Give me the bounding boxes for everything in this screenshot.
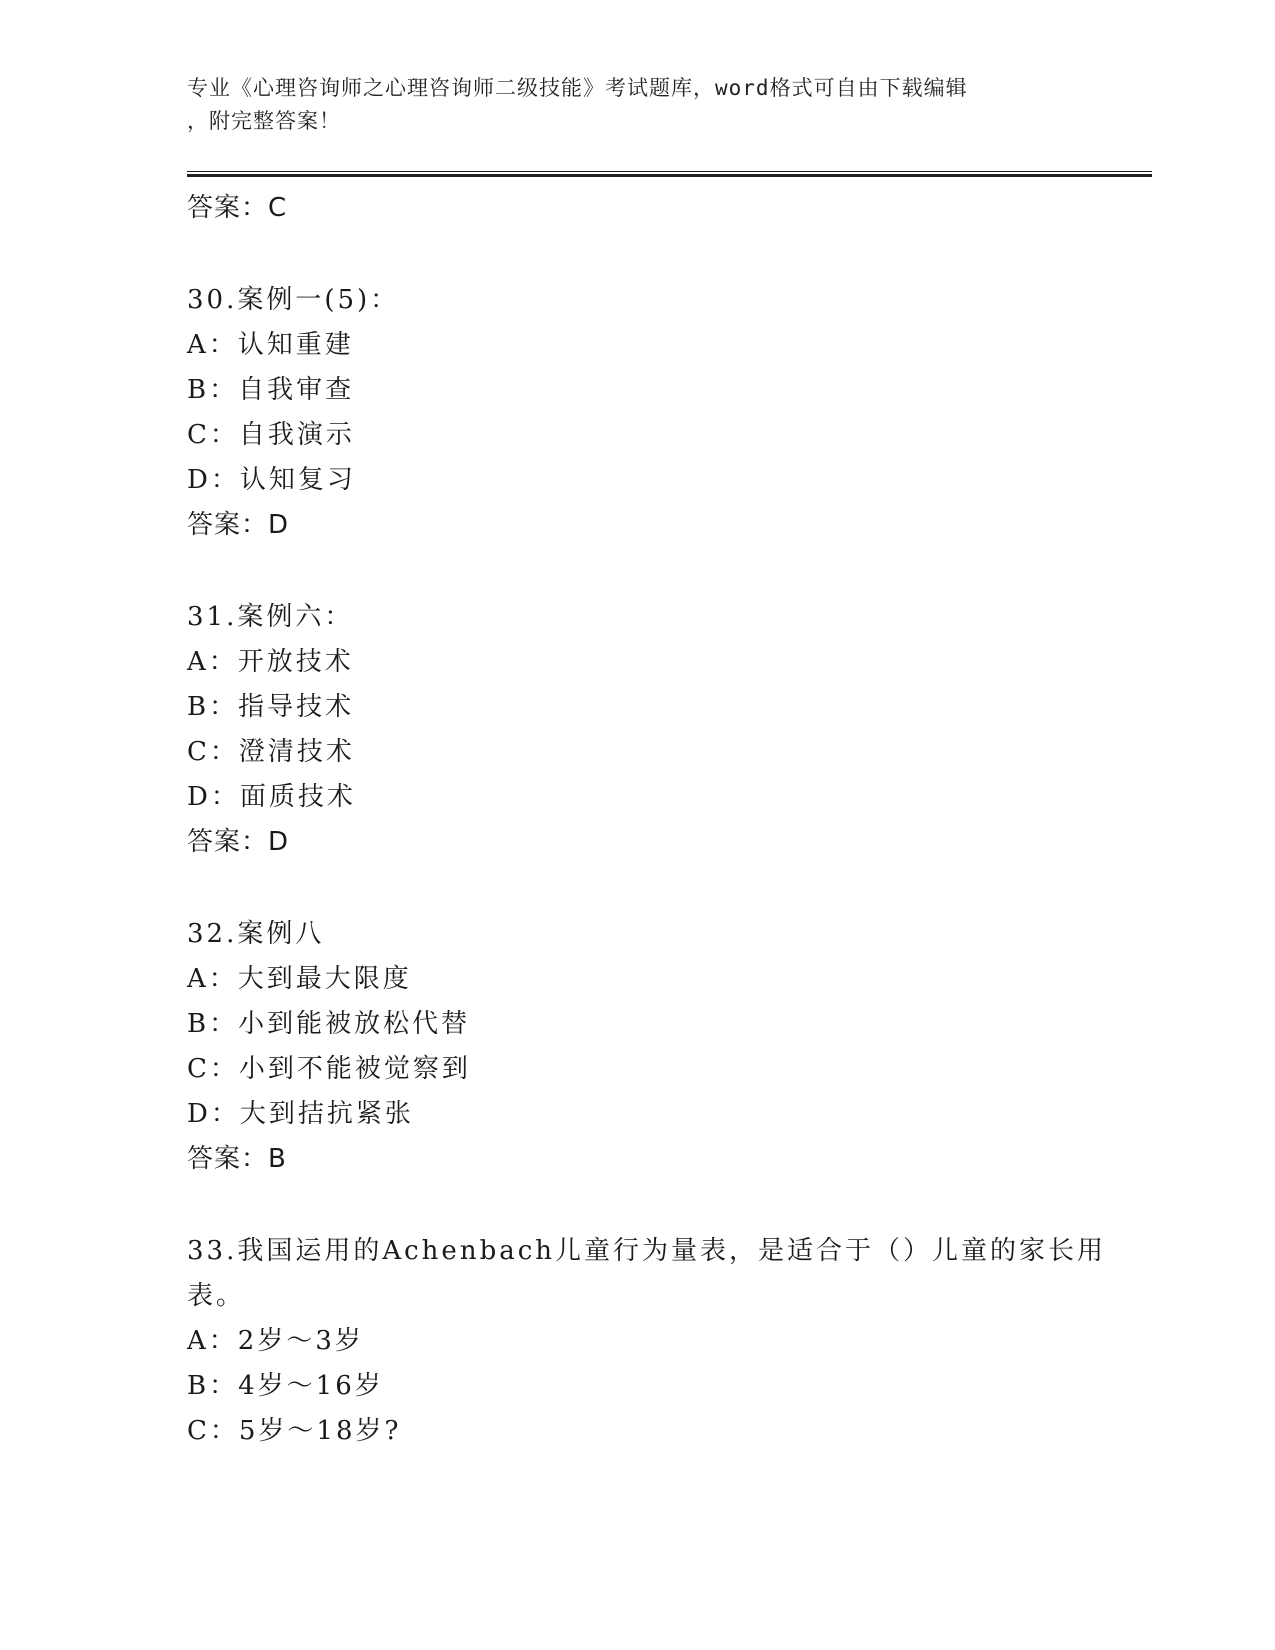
option-b: B：指导技术	[187, 692, 355, 722]
question-text: 32.案例八	[187, 919, 325, 949]
answer-line: 答案：B	[187, 1144, 287, 1174]
header-divider-thin	[187, 171, 1152, 172]
option-b: B：自我审查	[187, 375, 355, 405]
option-b: B：4岁～16岁	[187, 1371, 384, 1401]
spacer	[187, 548, 1087, 595]
option-c: C：5岁～18岁?	[187, 1416, 402, 1446]
header-divider-thick	[187, 174, 1152, 177]
option-a: A：2岁～3岁	[187, 1326, 364, 1356]
option-c: C：小到不能被觉察到	[187, 1054, 471, 1084]
answer-line: 答案：D	[187, 827, 290, 857]
question-text: 31.案例六：	[187, 602, 354, 632]
spacer	[187, 865, 1087, 912]
spacer	[187, 1182, 1087, 1229]
option-a: A：开放技术	[187, 647, 354, 677]
option-a: A：大到最大限度	[187, 964, 412, 994]
option-c: C：自我演示	[187, 420, 355, 450]
option-c: C：澄清技术	[187, 737, 355, 767]
header-title-line-1: 专业《心理咨询师之心理咨询师二级技能》考试题库，word格式可自由下载编辑	[187, 76, 968, 100]
header-title-line-2: ，附完整答案！	[187, 109, 341, 133]
answer-line: 答案：C	[187, 193, 288, 223]
option-d: D：大到拮抗紧张	[187, 1099, 414, 1129]
option-b: B：小到能被放松代替	[187, 1009, 471, 1039]
question-text-continued: 表。	[187, 1281, 246, 1311]
option-d: D：面质技术	[187, 782, 356, 812]
document-header	[187, 72, 1067, 138]
option-a: A：认知重建	[187, 330, 354, 360]
spacer	[187, 231, 1087, 278]
question-list	[187, 186, 1107, 1454]
question-text: 30.案例一(5)：	[187, 285, 400, 315]
option-d: D：认知复习	[187, 465, 356, 495]
answer-line: 答案：D	[187, 510, 290, 540]
question-text: 33.我国运用的Achenbach儿童行为量表，是适合于（）儿童的家长用	[187, 1236, 1107, 1266]
